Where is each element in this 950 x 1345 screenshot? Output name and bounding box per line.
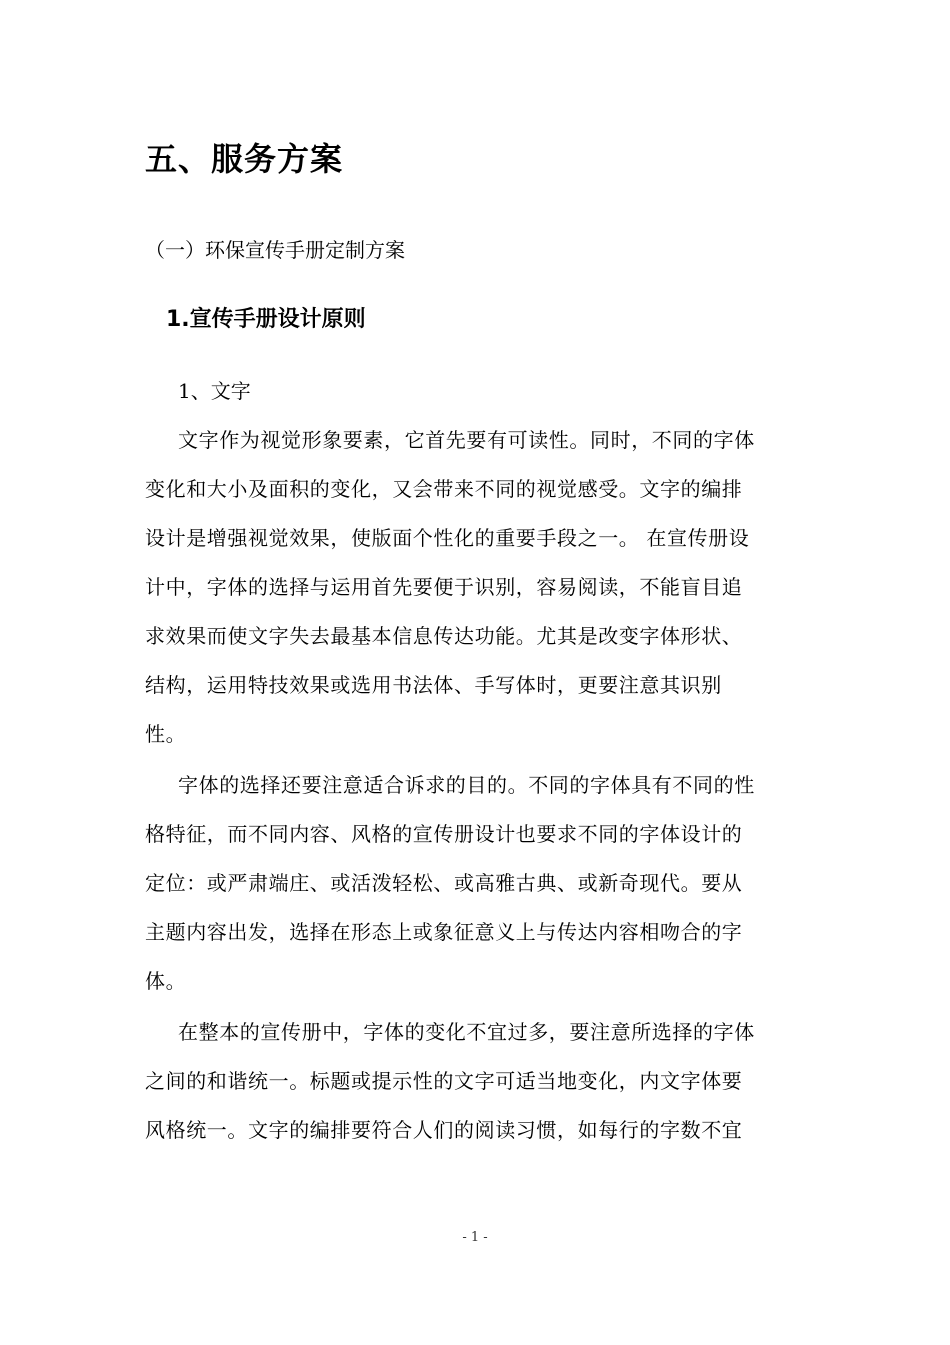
body-text	[145, 421, 807, 1162]
text-line: 求效果而使文字失去最基本信息传达功能。尤其是改变字体形状、	[145, 624, 743, 648]
text-line: 计中，字体的选择与运用首先要便于识别，容易阅读，不能盲目追	[145, 575, 743, 599]
text-line: 格特征，而不同内容、风格的宣传册设计也要求不同的字体设计的	[145, 822, 743, 846]
text-line: 在整本的宣传册中，字体的变化不宜过多，要注意所选择的字体	[178, 1020, 755, 1044]
page-number: - 1 -	[462, 1230, 488, 1245]
text-line: 定位：或严肃端庄、或活泼轻松、或高雅古典、或新奇现代。要从	[145, 871, 743, 895]
text-line: 性。	[145, 722, 187, 746]
section-title: 1.宣传手册设计原则	[166, 307, 366, 332]
paragraph-2	[145, 766, 807, 1011]
subheading: （一）环保宣传手册定制方案	[145, 238, 405, 262]
text-line: 结构，运用特技效果或选用书法体、手写体时，更要注意其识别	[145, 673, 722, 697]
text-line: 之间的和谐统一。标题或提示性的文字可适当地变化，内文字体要	[145, 1069, 743, 1093]
text-line: 变化和大小及面积的变化，又会带来不同的视觉感受。文字的编排	[145, 477, 743, 501]
item-title: 1、文字	[178, 379, 251, 403]
text-line: 字体的选择还要注意适合诉求的目的。不同的字体具有不同的性	[178, 773, 755, 797]
text-line: 设计是增强视觉效果，使版面个性化的重要手段之一。 在宣传册设	[145, 526, 750, 550]
paragraph-3	[145, 1013, 807, 1160]
text-line: 主题内容出发，选择在形态上或象征意义上与传达内容相吻合的字	[145, 920, 743, 944]
text-line: 体。	[145, 969, 187, 993]
text-line: 文字作为视觉形象要素，它首先要有可读性。同时，不同的字体	[178, 428, 755, 452]
text-line: 风格统一。文字的编排要符合人们的阅读习惯，如每行的字数不宜	[145, 1118, 743, 1142]
page-heading: 五、服务方案	[145, 140, 344, 178]
paragraph-1	[145, 421, 807, 764]
